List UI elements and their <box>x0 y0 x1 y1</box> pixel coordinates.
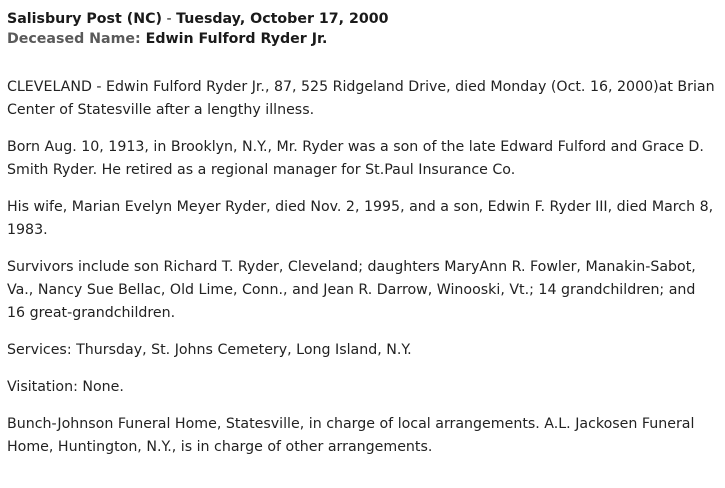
deceased-name: Edwin Fulford Ryder Jr. <box>145 31 328 47</box>
paragraph-biography: Born Aug. 10, 1913, in Brooklyn, N.Y., Mr. Ryder was a son of the late Edward Fulford and Grace D. Smith Ryder. He retired as a regional manager for St.Paul Insurance Co. <box>7 139 704 178</box>
paragraph-services: Services: Thursday, St. Johns Cemetery, Long Island, N.Y. <box>7 342 412 358</box>
obituary-body <box>7 76 715 459</box>
source-line <box>7 9 715 29</box>
paragraph-predeceased: His wife, Marian Evelyn Meyer Ryder, died Nov. 2, 1995, and a son, Edwin F. Ryder III, died March 8, 1983. <box>7 199 714 238</box>
paragraph-announcement: CLEVELAND - Edwin Fulford Ryder Jr., 87, 525 Ridgeland Drive, died Monday (Oct. 16, 2000)at Brian Center of Statesville after a lengthy illness. <box>7 79 715 118</box>
newspaper-name: Salisbury Post (NC) <box>7 11 162 27</box>
deceased-label: Deceased Name: <box>7 31 141 47</box>
header-separator: - <box>161 11 177 27</box>
paragraph-arrangements: Bunch-Johnson Funeral Home, Statesville, in charge of local arrangements. A.L. Jackosen Funeral Home, Huntington, N.Y., is in charge of other arrangements. <box>7 416 695 455</box>
paragraph-visitation: Visitation: None. <box>7 379 124 395</box>
publication-date: Tuesday, October 17, 2000 <box>176 11 389 27</box>
deceased-line <box>7 29 715 49</box>
paragraph-survivors: Survivors include son Richard T. Ryder, Cleveland; daughters MaryAnn R. Fowler, Manakin-Sabot, Va., Nancy Sue Bellac, Old Lime, Conn., and Jean R. Darrow, Winooski, Vt.; 14 grandchildren; and 16 great-grandchildren. <box>7 259 696 321</box>
